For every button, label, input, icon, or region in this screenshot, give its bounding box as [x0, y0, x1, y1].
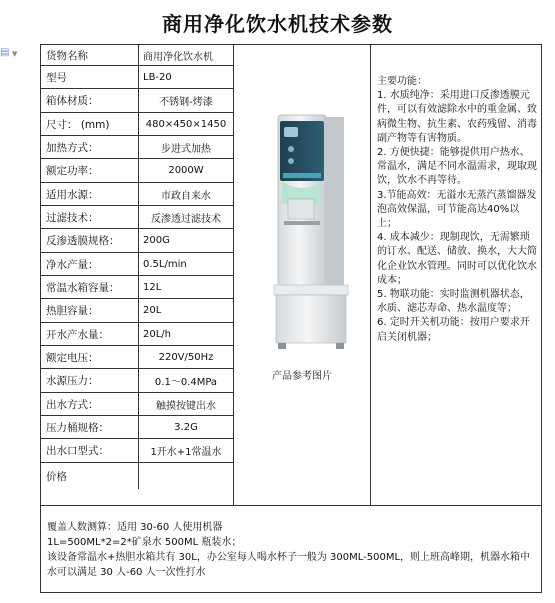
spec-row	[41, 463, 233, 489]
spec-row	[41, 45, 233, 66]
chevron-down-icon: ▼	[12, 50, 18, 58]
spec-value: 20L	[143, 305, 162, 316]
spec-row	[41, 323, 233, 346]
spec-value: 市政自来水	[161, 190, 211, 202]
water-dispenser-image	[234, 103, 370, 363]
feature-item: 2. 方便快捷：能够提供用户热水、常温水，满足不同水温需求，现取现饮，饮水不再等待。	[377, 147, 537, 187]
spec-label: 加热方式：	[41, 136, 139, 158]
product-image-cell	[234, 45, 370, 505]
spec-label: 额定电压：	[41, 346, 139, 368]
column-divider	[370, 45, 371, 505]
spec-row	[41, 136, 233, 159]
spec-label: 额定功率：	[41, 159, 139, 182]
capacity-notes	[41, 505, 541, 592]
spec-sheet	[40, 44, 542, 593]
spec-row	[41, 159, 233, 183]
feature-item: 6. 定时开关机功能：按用户要求开启关闭机器；	[377, 317, 530, 343]
features-heading: 主要功能：	[377, 76, 427, 87]
capacity-note: 1L=500ML*2=2*矿泉水 500ML 瓶装水；	[47, 537, 242, 548]
capacity-note: 该设备常温水+热胆水箱共有 30L，办公室每人喝水杯子一般为 300ML-500ML，则上班高峰期，机器水箱中水可以满足 30 人-60 人一次性打水	[47, 552, 531, 578]
spec-value: 20L/h	[143, 328, 172, 340]
spec-value: 0.1～0.4MPa	[154, 377, 218, 388]
feature-item: 5. 物联功能：实时监测机器状态，水质、滤芯寿命、热水温度等；	[377, 289, 530, 315]
spec-value: 反渗透过滤技术	[151, 213, 221, 225]
spec-row	[41, 66, 233, 89]
spec-label: 常温水箱容量：	[41, 276, 139, 298]
document-icon: ▤	[0, 47, 10, 58]
spec-value: 480×450×1450	[145, 118, 227, 130]
spec-label: 价格	[41, 463, 139, 489]
spec-label: 箱体材质：	[41, 89, 139, 112]
spec-label: 净水产量：	[41, 253, 139, 275]
document-title: 商用净化饮水机技术参数	[162, 12, 393, 36]
spec-row	[41, 299, 233, 323]
spec-value: 0.5L/min	[143, 258, 187, 270]
spec-label: 尺寸： (mm)	[41, 113, 139, 135]
spec-label: 压力桶规格：	[41, 416, 139, 438]
spec-label: 反渗透膜规格：	[41, 229, 139, 252]
spec-label: 适用水源：	[41, 183, 139, 205]
spec-value: 2000W	[168, 165, 204, 176]
feature-item: 3.节能高效：无溢水无蒸汽蒸馏器发泡高效保温，可节能高达40%以上；	[377, 189, 537, 230]
spec-value: 3.2G	[174, 421, 198, 433]
spec-value: 220V/50Hz	[158, 351, 214, 363]
spec-value: 触摸按键出水	[156, 400, 216, 412]
spec-value	[139, 463, 233, 489]
spec-label: 开水产水量：	[41, 323, 139, 345]
product-image-caption: 产品参考图片	[272, 371, 332, 382]
spec-label: 出水口型式：	[41, 439, 139, 462]
spec-row	[41, 183, 233, 206]
spec-label: 型号	[41, 66, 139, 88]
spec-value: 12L	[143, 281, 162, 293]
spec-row	[41, 393, 233, 416]
spec-label: 货物名称	[41, 45, 139, 65]
spec-row	[41, 89, 233, 113]
spec-row	[41, 113, 233, 136]
spec-value: 商用净化饮水机	[143, 51, 213, 63]
spec-row	[41, 346, 233, 369]
spec-label: 过滤技术：	[41, 206, 139, 228]
spec-row	[41, 416, 233, 439]
capacity-note: 覆盖人数测算：适用 30-60 人使用机器	[47, 522, 223, 533]
spec-row	[41, 206, 233, 229]
spec-value: 不锈钢-烤漆	[159, 97, 213, 108]
spec-row	[41, 253, 233, 276]
feature-item: 4. 成本减少：现制现饮，无需繁琐的订水、配送、储放、换水，大大简化企业饮水管理。同时可以优化饮水成本；	[377, 232, 537, 286]
spec-value: 200G	[143, 235, 170, 246]
spec-value: LB-20	[143, 71, 172, 83]
spec-row	[41, 229, 233, 253]
spec-label: 出水方式：	[41, 393, 139, 415]
features-list	[377, 75, 537, 345]
spec-label: 水源压力：	[41, 369, 139, 392]
spec-label: 热胆容量：	[41, 299, 139, 322]
spec-row	[41, 276, 233, 299]
spec-row	[41, 369, 233, 393]
feature-item: 1. 水质纯净：采用进口反渗透膜元件，可以有效滤除水中的重金属、致病微生物、抗生素、农药残留、消毒副产物等有害物质。	[377, 90, 537, 144]
spec-value: 步进式加热	[161, 143, 211, 155]
spec-value: 1开水+1常温水	[150, 447, 222, 458]
spec-row	[41, 439, 233, 463]
